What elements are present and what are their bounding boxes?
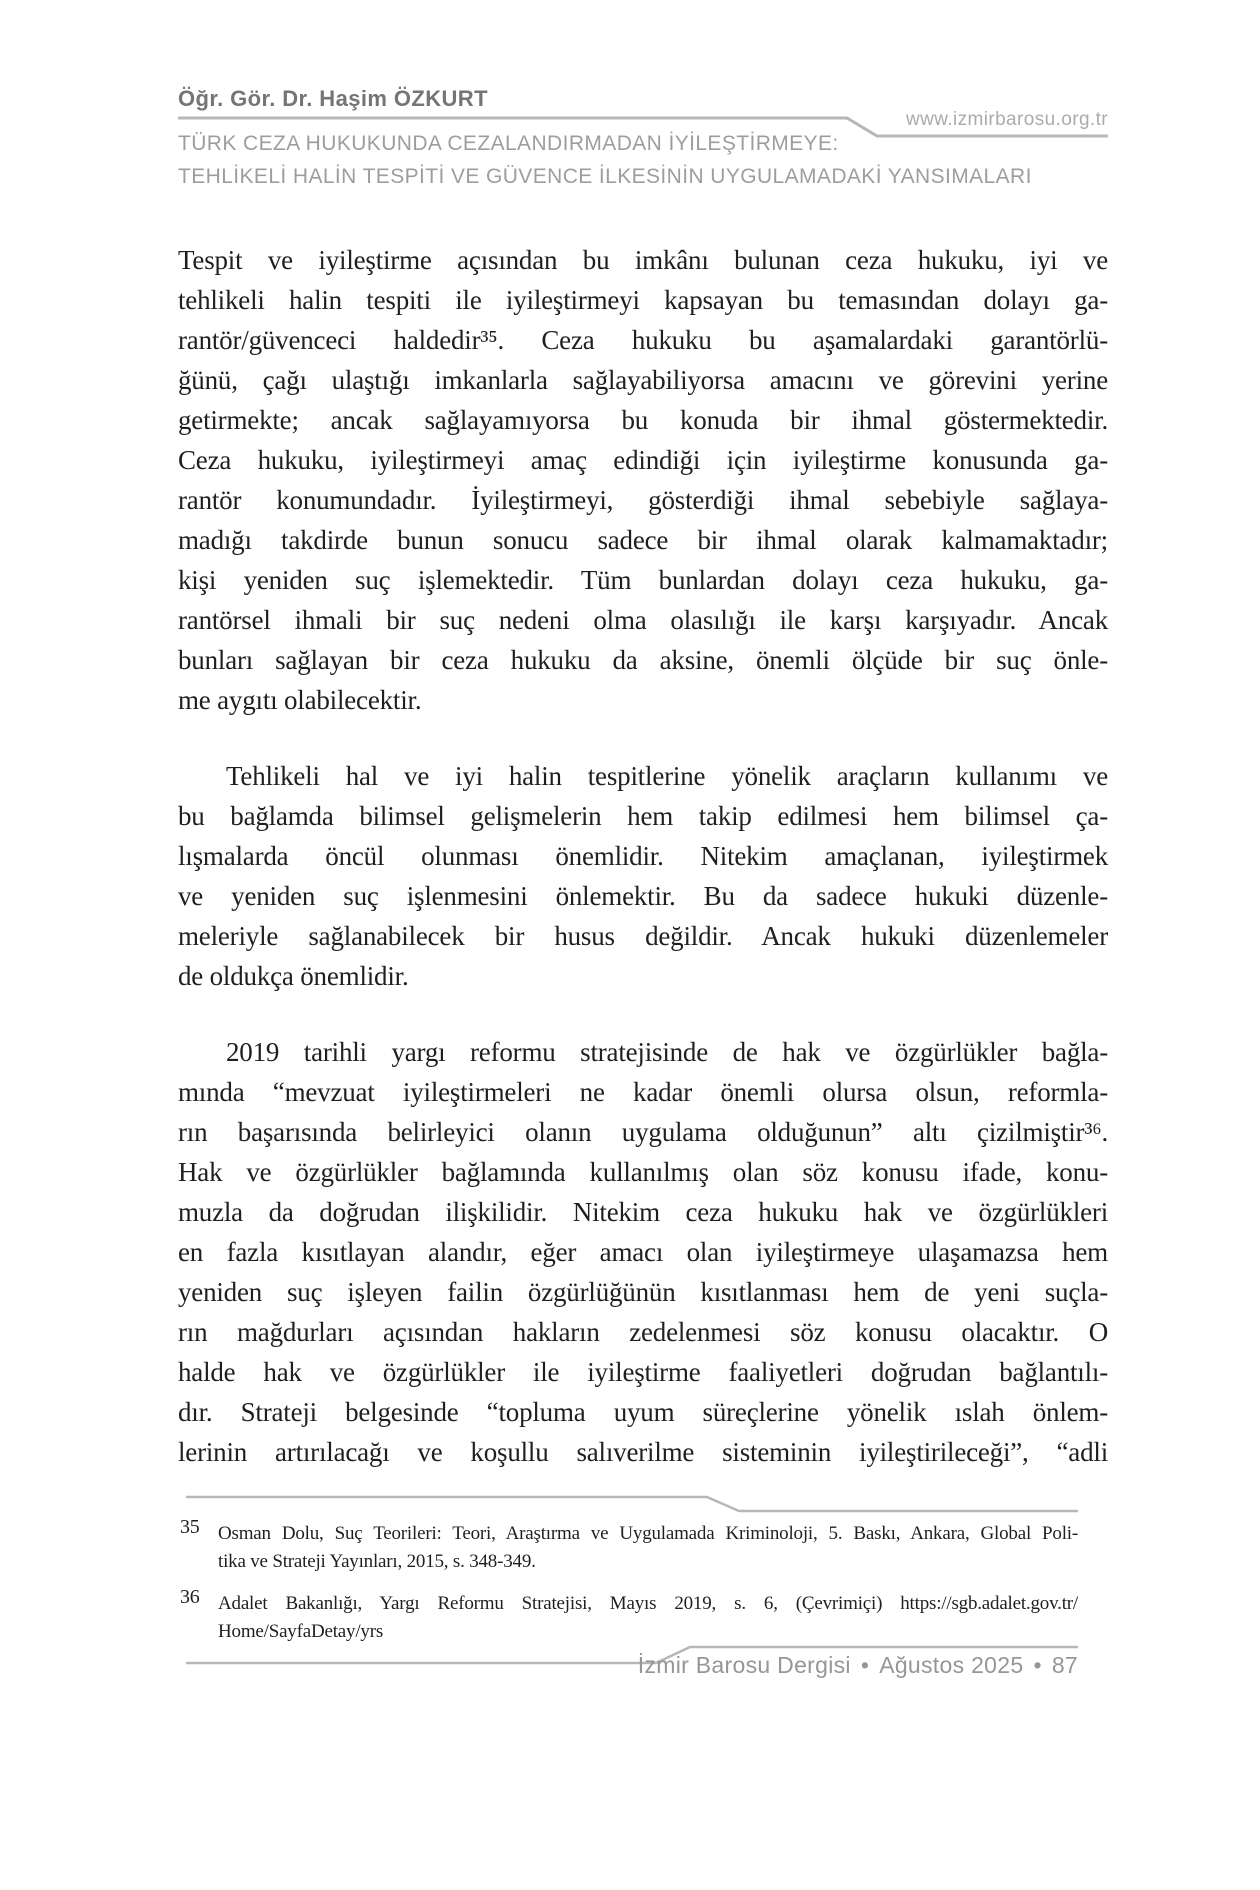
text-line: de oldukça önemlidir. xyxy=(178,961,409,991)
text-line: Ceza hukuku, iyileştirmeyi amaç edindiği için iyileştirme konusunda ga- xyxy=(178,445,1108,475)
text-line: yeniden suç işleyen failin özgürlüğünün kısıtlanması hem de yeni suçla- xyxy=(178,1277,1108,1307)
footnote-line: tika ve Strateji Yayınları, 2015, s. 348-349. xyxy=(218,1551,536,1572)
text-line: ve yeniden suç işlenmesini önlemektir. Bu da sadece hukuki düzenle- xyxy=(178,881,1108,911)
text-line: bu bağlamda bilimsel gelişmelerin hem takip edilmesi hem bilimsel ça- xyxy=(178,801,1108,831)
footnote-line: Osman Dolu, Suç Teorileri: Teori, Araştırma ve Uygulamada Kriminoloji, 5. Baskı, Ankara, Global Poli- xyxy=(218,1523,1078,1544)
paragraph-1 xyxy=(178,240,1108,720)
text-line: ğünü, çağı ulaştığı imkanlarla sağlayabiliyorsa amacını ve görevini yerine xyxy=(178,365,1108,395)
footer-separator: • xyxy=(860,1652,870,1678)
text-line: rantör/güvenceci haldedir³⁵. Ceza hukuku bu aşamalardaki garantörlü- xyxy=(178,325,1108,355)
text-line: lışmalarda öncül olunması önemlidir. Nitekim amaçlanan, iyileştirmek xyxy=(178,841,1108,871)
article-title-line2: TEHLİKELİ HALİN TESPİTİ VE GÜVENCE İLKESİNİN UYGULAMADAKİ YANSIMALARI xyxy=(178,165,1032,188)
footnote-36 xyxy=(178,1586,1078,1646)
article-title-line1: TÜRK CEZA HUKUKUNDA CEZALANDIRMADAN İYİLEŞTİRMEYE: xyxy=(178,132,839,155)
footnote-number: 36 xyxy=(180,1586,200,1608)
journal-website: www.izmirbarosu.org.tr xyxy=(905,109,1108,130)
text-line: tehlikeli halin tespiti ile iyileştirmeyi kapsayan bu temasından dolayı ga- xyxy=(178,285,1108,315)
text-line: Tespit ve iyileştirme açısından bu imkânı bulunan ceza hukuku, iyi ve xyxy=(178,245,1108,275)
text-line: Tehlikeli hal ve iyi halin tespitlerine yönelik araçların kullanımı ve xyxy=(226,761,1108,791)
text-line: rın mağdurları açısından hakların zedelenmesi söz konusu olacaktır. O xyxy=(178,1317,1108,1347)
text-line: rantör konumundadır. İyileştirmeyi, gösterdiği ihmal sebebiyle sağlaya- xyxy=(178,485,1108,515)
footer-separator: • xyxy=(1033,1652,1042,1678)
footnote-text xyxy=(218,1590,1078,1646)
journal-name: İzmir Barosu Dergisi xyxy=(637,1652,851,1678)
text-line: mında “mevzuat iyileştirmeleri ne kadar önemli olursa olsun, reformla- xyxy=(178,1077,1108,1107)
text-line: halde hak ve özgürlükler ile iyileştirme faaliyetleri doğrudan bağlantılı- xyxy=(178,1357,1108,1387)
text-line: rın başarısında belirleyici olanın uygulama olduğunun” altı çizilmiştir³⁶. xyxy=(178,1117,1108,1147)
footnote-line: Home/SayfaDetay/yrs xyxy=(218,1621,384,1642)
text-line: dır. Strateji belgesinde “topluma uyum süreçlerine yönelik ıslah önlem- xyxy=(178,1397,1108,1427)
page-number: 87 xyxy=(1051,1652,1078,1678)
text-line: Hak ve özgürlükler bağlamında kullanılmış olan söz konusu ifade, konu- xyxy=(178,1157,1108,1187)
footnote-number: 35 xyxy=(180,1516,200,1538)
text-line: getirmekte; ancak sağlayamıyorsa bu konuda bir ihmal göstermektedir. xyxy=(178,405,1108,435)
text-line: bunları sağlayan bir ceza hukuku da aksine, önemli ölçüde bir suç önle- xyxy=(178,645,1108,675)
paragraph-3 xyxy=(178,1032,1108,1472)
text-line: rantörsel ihmali bir suç nedeni olma olasılığı ile karşı karşıyadır. Ancak xyxy=(178,605,1108,635)
author-name: Öğr. Gör. Dr. Haşim ÖZKURT xyxy=(178,86,488,111)
footnote-line: Adalet Bakanlığı, Yargı Reformu Stratejisi, Mayıs 2019, s. 6, (Çevrimiçi) https://sgb.adalet.gov.tr/ xyxy=(218,1593,1078,1614)
article-body xyxy=(178,240,1108,1508)
text-line: meleriyle sağlanabilecek bir husus değildir. Ancak hukuki düzenlemeler xyxy=(178,921,1108,951)
paragraph-2 xyxy=(178,756,1108,996)
text-line: kişi yeniden suç işlemektedir. Tüm bunlardan dolayı ceza hukuku, ga- xyxy=(178,565,1108,595)
footnote-text xyxy=(218,1520,1078,1576)
journal-info xyxy=(638,1652,1078,1679)
footnote-35 xyxy=(178,1516,1078,1576)
text-line: muzla da doğrudan ilişkilidir. Nitekim ceza hukuku hak ve özgürlükleri xyxy=(178,1197,1108,1227)
issue-date: Ağustos 2025 xyxy=(879,1652,1024,1678)
text-line: 2019 tarihli yargı reformu stratejisinde de hak ve özgürlükler bağla- xyxy=(226,1037,1108,1067)
text-line: madığı takdirde bunun sonucu sadece bir ihmal olarak kalmamaktadır; xyxy=(178,525,1108,555)
text-line: me aygıtı olabilecektir. xyxy=(178,685,422,715)
article-title xyxy=(178,127,1118,193)
footnote-separator xyxy=(178,1494,1078,1514)
text-line: en fazla kısıtlayan alandır, eğer amacı olan iyileştirmeye ulaşamazsa hem xyxy=(178,1237,1108,1267)
text-line: lerinin artırılacağı ve koşullu salıverilme sisteminin iyileştirileceği”, “adli xyxy=(178,1437,1108,1467)
